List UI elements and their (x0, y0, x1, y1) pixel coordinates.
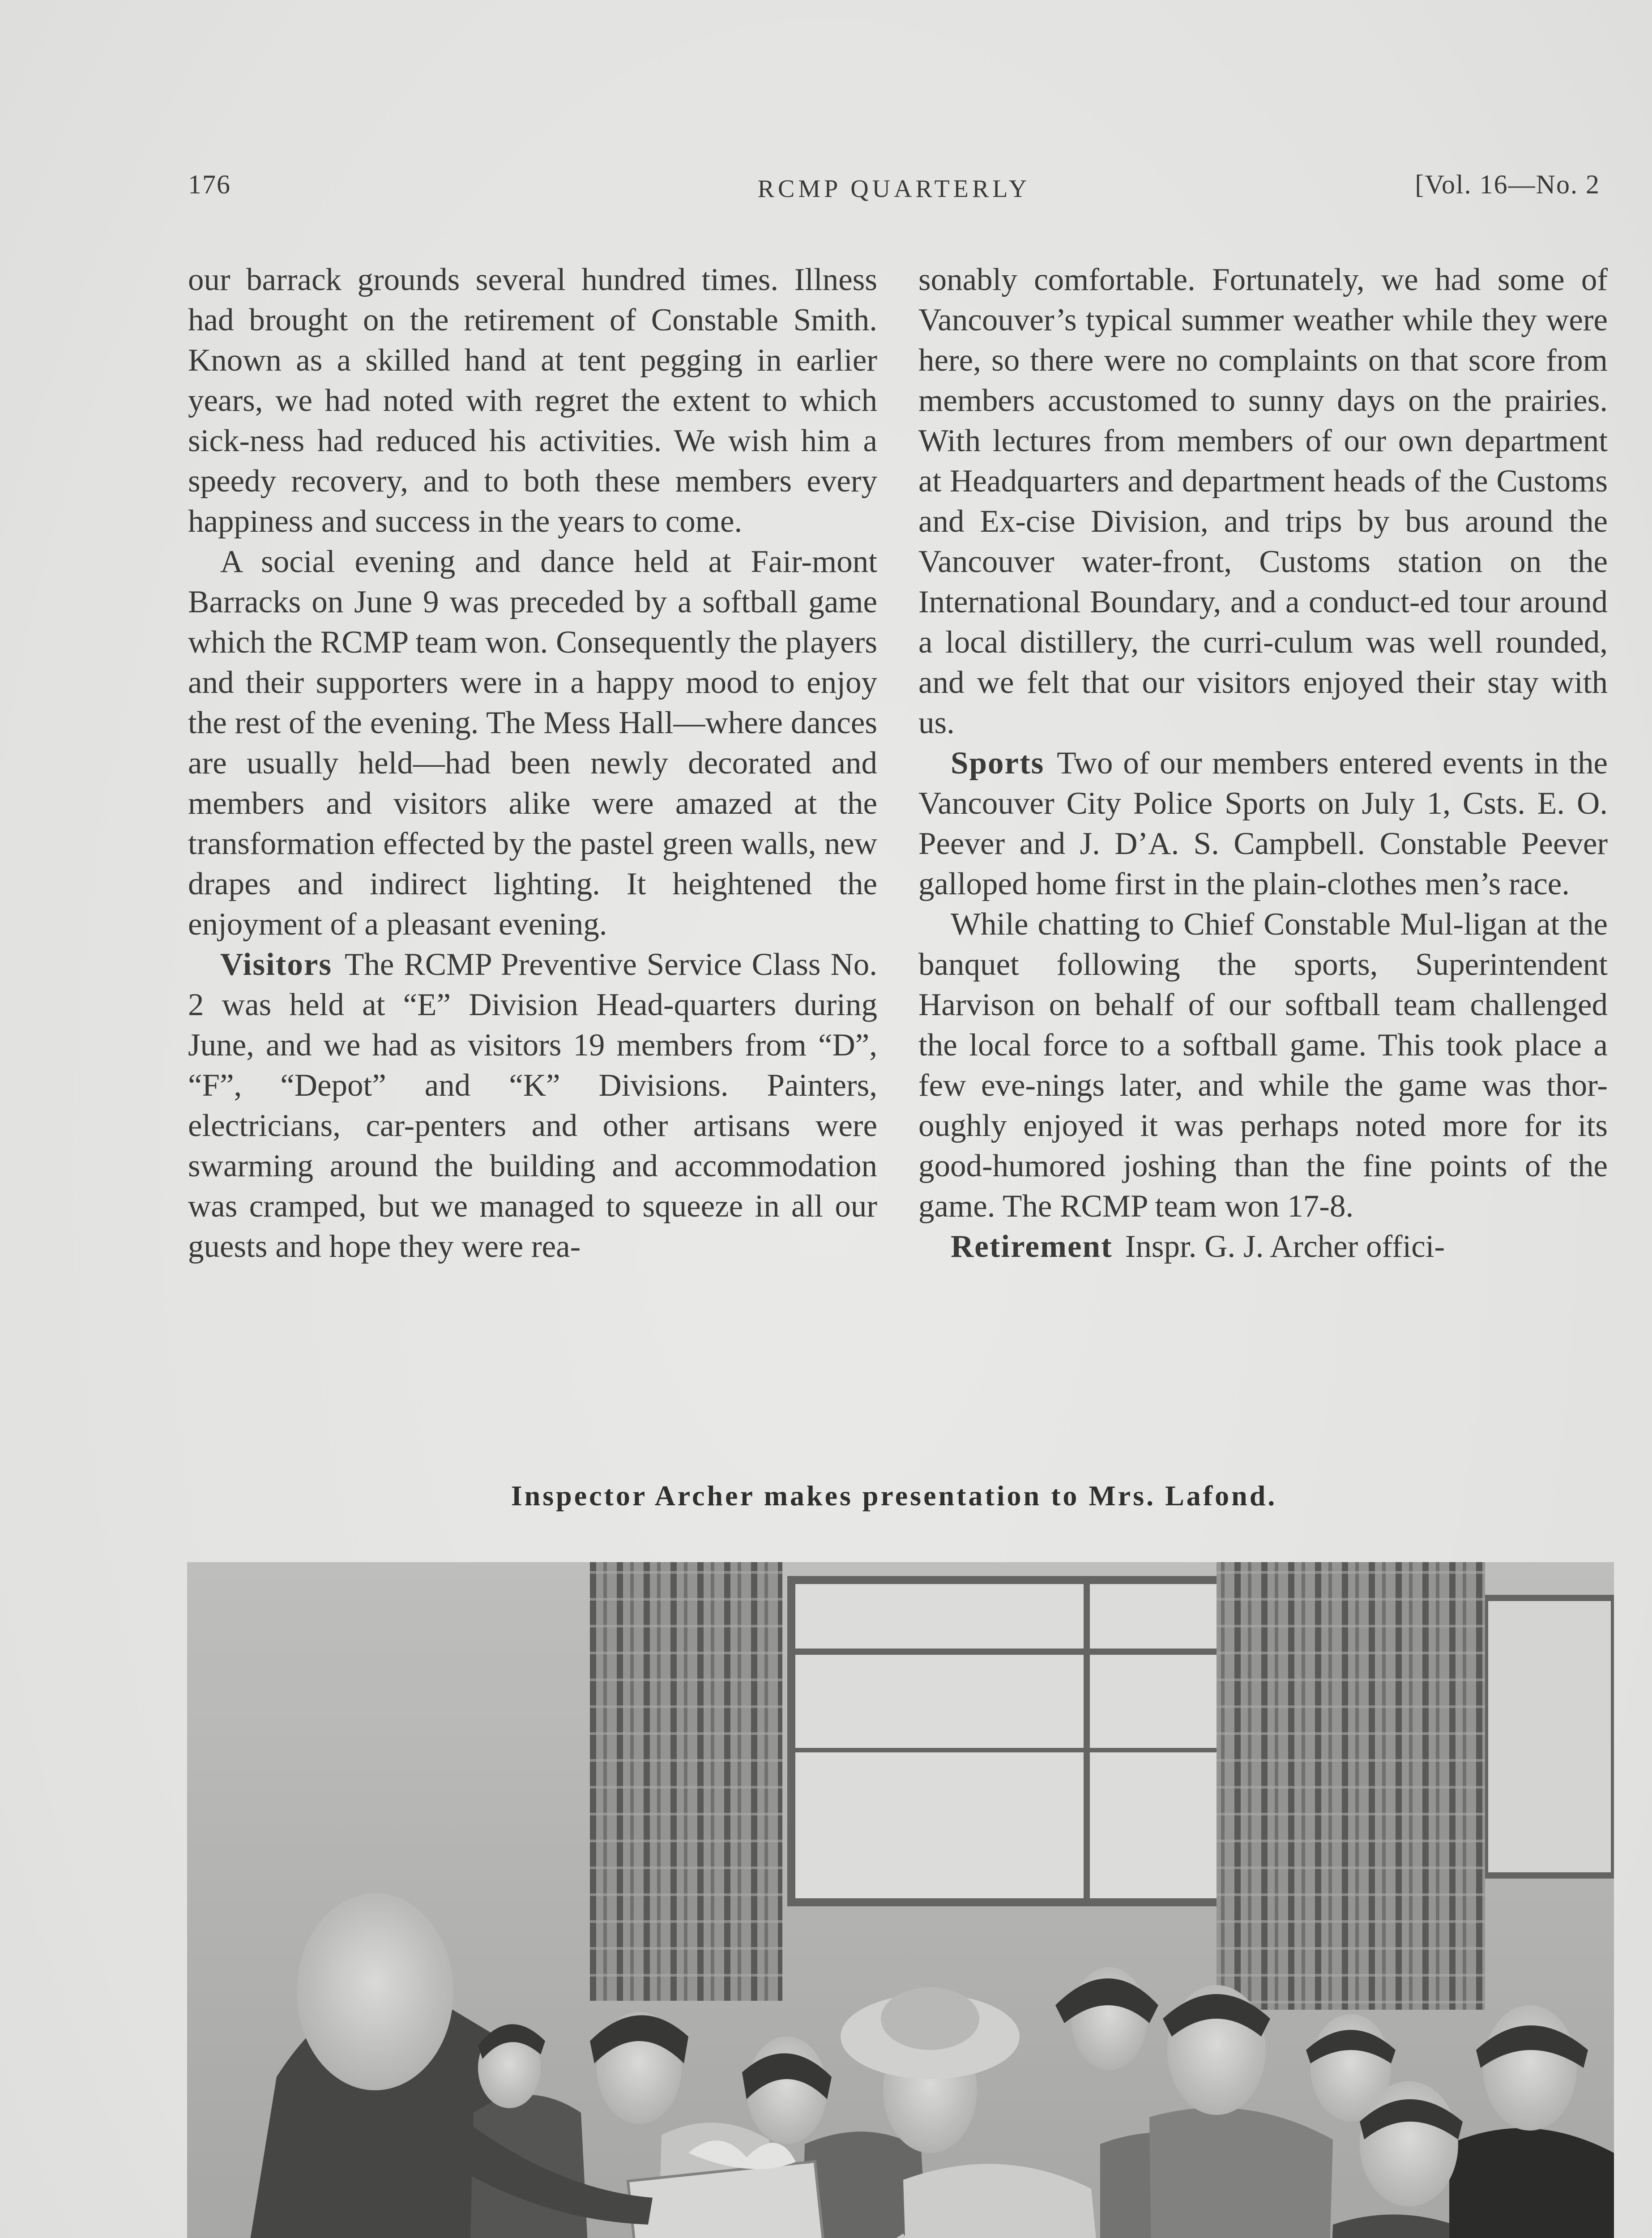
paragraph: sonably comfortable. Fortunately, we had some of Vancouver’s typical summer weather while they were here, so there were no complaints on that score from members accustomed to sunny days on the prairies. With lectures from members of our own department at Headquarters and department heads of the Customs and Ex-cise Division, and trips by bus around the Vancouver water-front, Customs station on the International Boundary, and a conduct-ed tour around a local distillery, the curri-culum was well rounded, and we felt that our visitors enjoyed their stay with us. (918, 262, 1608, 740)
photo-caption: Inspector Archer makes presentation to Mrs. Lafond. (511, 1480, 1277, 1512)
section-heading-retirement: Retirement (951, 1229, 1113, 1264)
paragraph-sports (918, 743, 1608, 904)
right-column (918, 260, 1608, 1267)
left-column (188, 260, 877, 1267)
paragraph: A social evening and dance held at Fair-mont Barracks on June 9 was preceded by a softball game which the RCMP team won. Consequently the players and their supporters were in a happy mood to enjoy the rest of the evening. The Mess Hall—where dances are usually held—had been newly decorated and members and visitors alike were amazed at the transformation effected by the pastel green walls, new drapes and indirect lighting. It heightened the enjoyment of a pleasant evening. (188, 544, 877, 942)
section-heading-sports: Sports (951, 746, 1045, 781)
issue-label: [Vol. 16—No. 2 (1415, 170, 1600, 199)
photograph-illustration (187, 1562, 1614, 2238)
page-number: 176 (188, 170, 231, 199)
paragraph-retirement (918, 1226, 1608, 1267)
group-photograph (187, 1562, 1614, 2238)
journal-title: RCMP QUARTERLY (757, 175, 1031, 203)
running-head (188, 169, 1600, 214)
section-heading-visitors: Visitors (220, 947, 333, 982)
paragraph-text: Inspr. G. J. Archer offici- (1125, 1229, 1445, 1264)
paragraph: our barrack grounds several hundred times. Illness had brought on the retirement of Constable Smith. Known as a skilled hand at tent pegging in earlier years, we had noted with regret the extent to which sick-ness had reduced his activities. We wish him a speedy recovery, and to both these members every happiness and success in the years to come. (188, 262, 877, 539)
paragraph-visitors (188, 944, 877, 1267)
paragraph: While chatting to Chief Constable Mul-ligan at the banquet following the sports, Superintendent Harvison on behalf of our softball team challenged the local force to a softball game. This took place a few eve-nings later, and while the game was thor-oughly enjoyed it was perhaps noted more for its good-humored joshing than the fine points of the game. The RCMP team won 17-8. (918, 907, 1608, 1224)
paragraph-text: Two of our members entered events in the Vancouver City Police Sports on July 1, Csts. E. O. Peever and J. D’A. S. Campbell. Constable Peever galloped home first in the plain-clothes men’s race. (918, 746, 1608, 901)
paragraph-text: The RCMP Preventive Service Class No. 2 was held at “E” Division Head-quarters during June, and we had as visitors 19 members from “D”, “F”, “Depot” and “K” Divisions. Painters, electricians, car-penters and other artisans were swarming around the building and accommodation was cramped, but we managed to squeeze in all our guests and hope they were rea- (188, 947, 877, 1264)
